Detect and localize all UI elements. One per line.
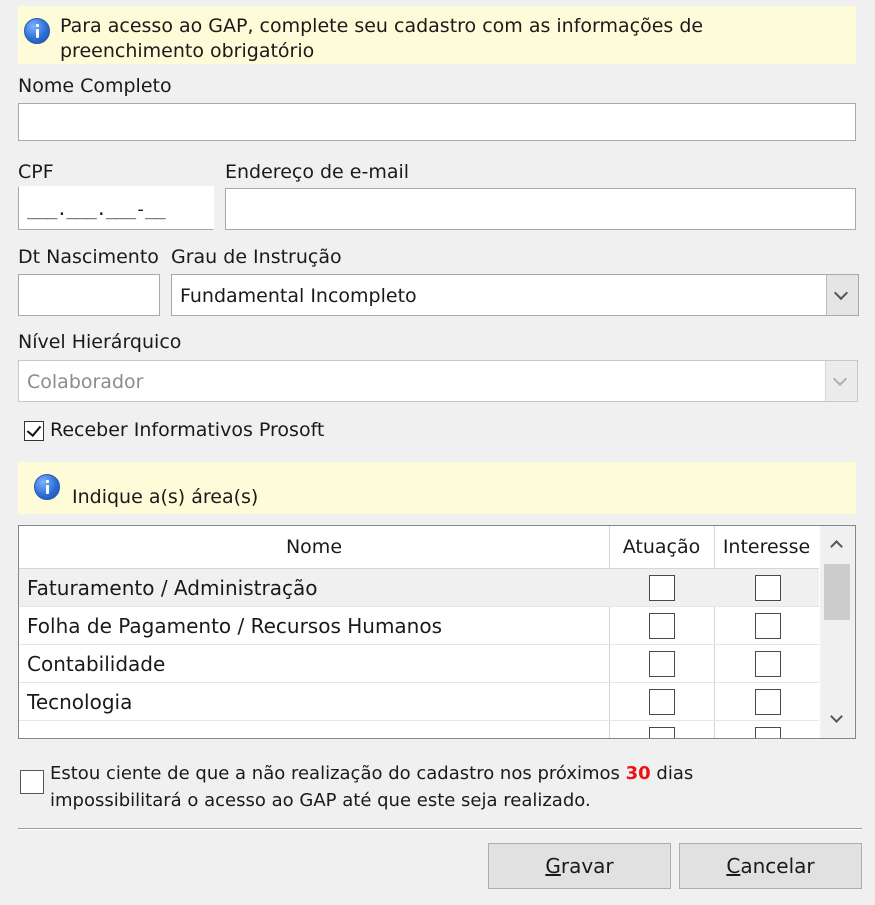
disclaimer-text-after: dias impossibilitará o acesso ao GAP até que este seja realizado.	[50, 763, 694, 811]
atuacao-checkbox[interactable]	[649, 575, 675, 601]
cpf-input[interactable]: ___.___.___-__	[18, 186, 214, 230]
chevron-down-icon	[833, 372, 847, 386]
atuacao-checkbox[interactable]	[649, 651, 675, 677]
instrucao-label: Grau de Instrução	[171, 246, 342, 268]
nivel-dropdown-button	[825, 361, 857, 401]
disclaimer-days: 30	[625, 763, 651, 784]
cancelar-button[interactable]	[679, 843, 862, 889]
table-row[interactable]	[19, 607, 819, 645]
nascimento-label: Dt Nascimento	[18, 246, 159, 268]
table-row[interactable]	[19, 645, 819, 683]
nivel-value: Colaborador	[27, 371, 144, 393]
disclaimer-checkbox[interactable]	[20, 770, 44, 794]
interesse-checkbox[interactable]	[755, 727, 781, 739]
header-nome[interactable]: Nome	[285, 536, 343, 558]
cpf-label: CPF	[18, 161, 54, 183]
email-label: Endereço de e-mail	[225, 161, 410, 183]
header-interesse[interactable]: Interesse	[722, 536, 811, 558]
gravar-accelerator: G	[545, 854, 561, 878]
atuacao-checkbox[interactable]	[649, 727, 675, 739]
chevron-down-icon	[834, 286, 848, 300]
interesse-checkbox[interactable]	[755, 689, 781, 715]
info-icon	[24, 18, 50, 44]
instrucao-value: Fundamental Incompleto	[180, 285, 417, 307]
gravar-button[interactable]	[488, 843, 671, 889]
row-name: Contabilidade	[27, 652, 166, 676]
cancelar-accelerator: C	[726, 854, 741, 878]
header-atuacao[interactable]: Atuação	[622, 536, 701, 558]
interesse-checkbox[interactable]	[755, 651, 781, 677]
email-input[interactable]	[225, 188, 856, 230]
interesse-checkbox[interactable]	[755, 575, 781, 601]
disclaimer-text	[50, 760, 810, 814]
areas-banner-text: Indique a(s) área(s)	[72, 486, 259, 508]
informativos-checkbox[interactable]	[24, 421, 44, 441]
informativos-label: Receber Informativos Prosoft	[50, 419, 325, 441]
scroll-up-button[interactable]	[820, 530, 855, 560]
gravar-label: ravar	[560, 854, 614, 878]
table-row-partial[interactable]	[19, 721, 819, 739]
row-name: Tecnologia	[27, 690, 133, 714]
info-icon	[34, 474, 60, 500]
areas-banner	[18, 462, 856, 514]
chevron-up-icon	[830, 540, 843, 553]
instrucao-dropdown-button[interactable]	[826, 275, 858, 315]
info-banner	[18, 6, 856, 64]
row-name: Faturamento / Administração	[27, 576, 318, 600]
nome-input[interactable]	[18, 103, 856, 141]
row-name: Folha de Pagamento / Recursos Humanos	[27, 614, 443, 638]
table-row[interactable]	[19, 569, 819, 607]
chevron-down-icon	[830, 710, 843, 723]
vertical-scrollbar[interactable]	[820, 526, 855, 738]
grid-header	[19, 526, 819, 569]
atuacao-checkbox[interactable]	[649, 613, 675, 639]
separator	[18, 828, 862, 830]
nascimento-input[interactable]	[18, 274, 160, 316]
nome-label: Nome Completo	[18, 75, 172, 97]
scroll-thumb[interactable]	[824, 564, 850, 620]
info-banner-text: Para acesso ao GAP, complete seu cadastro com as informações de preenchimento obrigatório	[60, 15, 704, 62]
atuacao-checkbox[interactable]	[649, 689, 675, 715]
table-row[interactable]	[19, 683, 819, 721]
cancelar-label: ancelar	[740, 854, 815, 878]
nivel-select	[18, 360, 858, 402]
disclaimer-text-before: Estou ciente de que a não realização do cadastro nos próximos	[50, 763, 626, 784]
nivel-label: Nível Hierárquico	[18, 331, 182, 353]
scroll-down-button[interactable]	[820, 706, 855, 736]
interesse-checkbox[interactable]	[755, 613, 781, 639]
areas-grid[interactable]	[18, 525, 856, 739]
instrucao-select[interactable]	[171, 274, 859, 316]
